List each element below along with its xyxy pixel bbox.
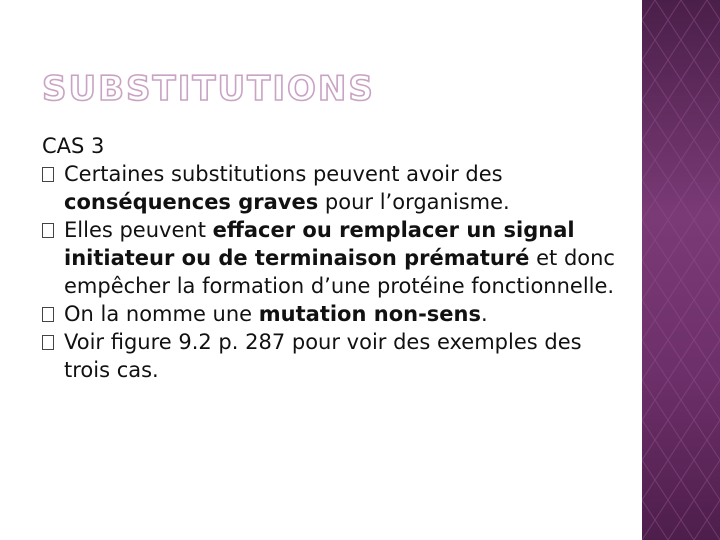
text-segment: . <box>480 302 488 326</box>
text-segment: Certaines substitutions peuvent avoir des <box>64 162 503 186</box>
bullet-item <box>42 328 632 384</box>
square-bullet-icon <box>42 307 54 322</box>
text-segment: Elles peuvent <box>64 218 213 242</box>
case-label: CAS 3 <box>42 134 105 158</box>
text-segment: et donc empêcher la formation d’une protéine fonctionnelle. <box>64 246 615 298</box>
text-segment: Voir figure 9.2 p. 287 pour voir des exemples des trois cas. <box>64 330 582 382</box>
bullet-item <box>42 300 632 328</box>
bullet-item <box>42 160 632 216</box>
bullet-text <box>64 218 615 298</box>
text-segment-bold: conséquences graves <box>64 190 319 214</box>
page-title: SUBSTITUTIONS <box>42 69 375 109</box>
square-bullet-icon <box>42 167 54 182</box>
square-bullet-icon <box>42 223 54 238</box>
diamond-pattern-icon <box>642 0 720 540</box>
text-segment: pour l’organisme. <box>318 190 510 214</box>
text-segment-bold: mutation non-sens <box>258 302 481 326</box>
slide-body <box>42 132 632 384</box>
bullet-item <box>42 216 632 300</box>
bullet-text <box>64 330 582 382</box>
bullet-text <box>64 162 510 214</box>
square-bullet-icon <box>42 335 54 350</box>
text-segment-bold: effacer ou remplacer un signal initiateur ou de terminaison prématuré <box>64 218 575 270</box>
bullet-text <box>64 302 488 326</box>
text-segment: On la nomme une <box>64 302 259 326</box>
decorative-side-band <box>642 0 720 540</box>
